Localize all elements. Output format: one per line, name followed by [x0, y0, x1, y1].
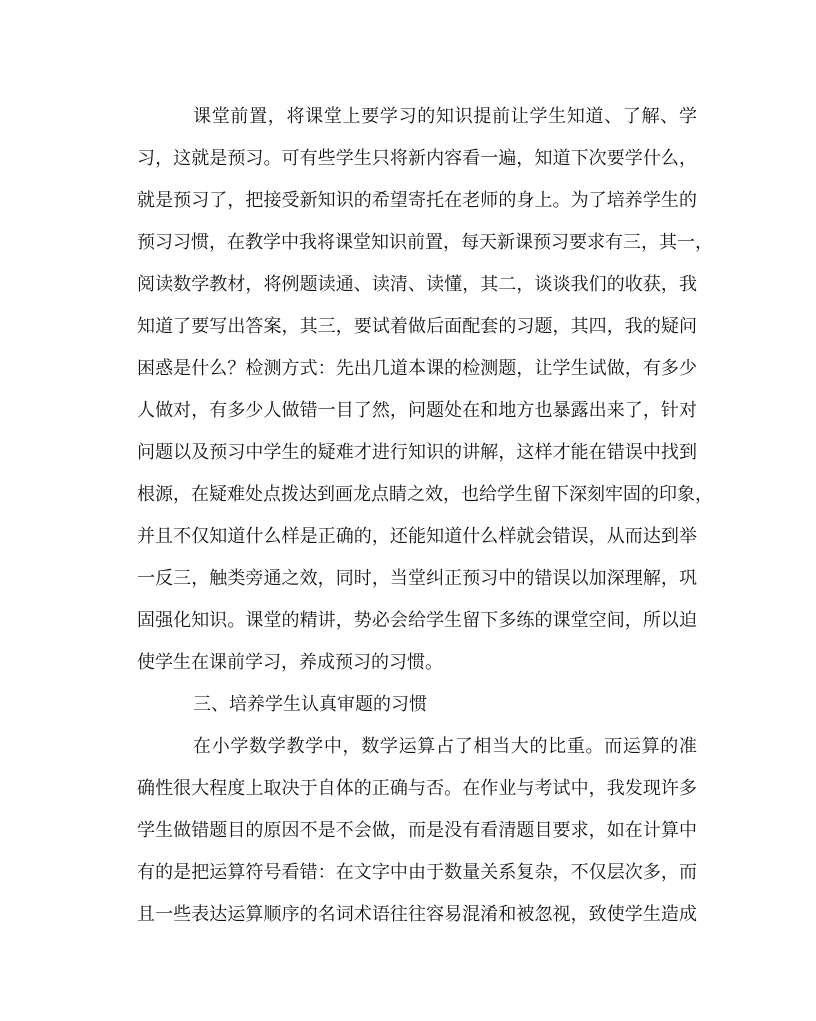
paragraph-line: 根源，在疑难处点拨达到画龙点睛之效，也给学生留下深刻牢固的印象，	[137, 484, 713, 505]
paragraph-line: 人做对，有多少人做错一目了然，问题处在和地方也暴露出来了，针对	[137, 400, 697, 421]
paragraph-line: 问题以及预习中学生的疑难才进行知识的讲解，这样才能在错误中找到	[137, 442, 697, 463]
paragraph-line: 确性很大程度上取决于自体的正确与否。在作业与考试中，我发现许多	[137, 778, 697, 799]
paragraph-line: 一反三，触类旁通之效，同时，当堂纠正预习中的错误以加深理解，巩	[137, 568, 697, 589]
paragraph-line: 在小学数学教学中，数学运算占了相当大的比重。而运算的准	[193, 736, 697, 757]
paragraph-line: 预习习惯，在教学中我将课堂知识前置，每天新课预习要求有三，其一，	[137, 232, 713, 253]
paragraph-line: 知道了要写出答案，其三，要试着做后面配套的习题，其四，我的疑问	[137, 316, 697, 337]
paragraph-line: 且一些表达运算顺序的名词术语往往容易混淆和被忽视，致使学生造成	[137, 904, 697, 925]
paragraph-line: 习，这就是预习。可有些学生只将新内容看一遍，知道下次要学什么，	[137, 148, 697, 169]
paragraph-line: 就是预习了，把接受新知识的希望寄托在老师的身上。为了培养学生的	[137, 190, 697, 211]
paragraph-line: 学生做错题目的原因不是不会做，而是没有看清题目要求，如在计算中	[137, 820, 697, 841]
paragraph-line: 有的是把运算符号看错：在文字中由于数量关系复杂，不仅层次多，而	[137, 862, 697, 883]
paragraph-line: 并且不仅知道什么样是正确的，还能知道什么样就会错误，从而达到举	[137, 526, 697, 547]
paragraph-line: 固强化知识。课堂的精讲，势必会给学生留下多练的课堂空间，所以迫	[137, 610, 697, 631]
section-heading: 三、培养学生认真审题的习惯	[193, 694, 427, 715]
paragraph-line: 困惑是什么？检测方式：先出几道本课的检测题，让学生试做，有多少	[137, 358, 697, 379]
paragraph-line: 课堂前置，将课堂上要学习的知识提前让学生知道、了解、学	[193, 106, 697, 127]
paragraph-line: 阅读数学教材，将例题读通、读清、读懂，其二，谈谈我们的收获，我	[137, 274, 697, 295]
paragraph-line-last: 使学生在课前学习，养成预习的习惯。	[137, 652, 443, 673]
